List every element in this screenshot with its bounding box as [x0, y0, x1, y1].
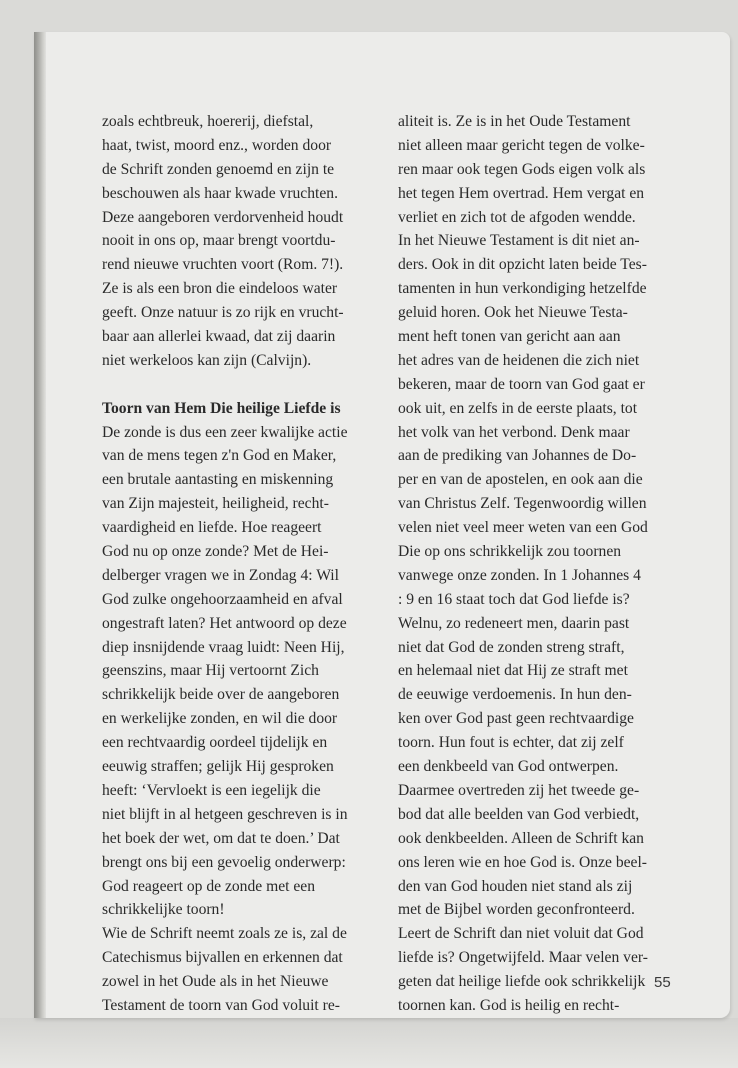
text-line: liefde is? Ongetwijfeld. Maar velen ver-: [398, 949, 648, 967]
text-line: haat, twist, moord enz., worden door: [102, 136, 332, 154]
text-line: schrikkelijk beide over de aangeboren: [102, 686, 340, 704]
text-line: niet alleen maar gericht tegen de volke-: [398, 136, 645, 154]
text-line: ders. Ook in dit opzicht laten beide Tes-: [398, 256, 647, 274]
text-line: en helemaal niet dat Hij ze straft met: [398, 662, 628, 680]
text-line: van Christus Zelf. Tegenwoordig willen: [398, 495, 647, 513]
left-text-column: [102, 110, 348, 1018]
right-text-column: [398, 110, 648, 1018]
text-line: geenszins, maar Hij vertoornt Zich: [102, 662, 319, 680]
text-line: ook uit, en zelfs in de eerste plaats, tot: [398, 399, 638, 417]
text-line: Daarmee overtreden zij het tweede ge-: [398, 781, 640, 799]
text-line: God nu op onze zonde? Met de Hei-: [102, 543, 329, 561]
text-line: schrikkelijke toorn!: [102, 901, 225, 919]
text-line: de eeuwige verdoemenis. In hun den-: [398, 686, 632, 704]
text-line: zowel in het Oude als in het Nieuwe: [102, 973, 329, 991]
text-line: God reageert op de zonde met een: [102, 877, 316, 895]
text-line: ons leren wie en hoe God is. Onze beel-: [398, 853, 647, 871]
text-line: vanwege onze zonden. In 1 Johannes 4: [398, 566, 641, 584]
text-line: rend nieuwe vruchten voort (Rom. 7!).: [102, 256, 344, 274]
text-line: Testament de toorn van God voluit re-: [102, 996, 340, 1014]
paragraph-continued: [398, 110, 648, 1018]
text-line: het tegen Hem overtrad. Hem vergat en: [398, 184, 645, 202]
text-line: : 9 en 16 staat toch dat God liefde is?: [398, 590, 630, 608]
text-line: bekeren, maar de toorn van God gaat er: [398, 375, 645, 393]
text-line: ongestraft laten? Het antwoord op deze: [102, 614, 347, 632]
text-line: heeft: ‘Vervloekt is een iegelijk die: [102, 781, 321, 799]
text-line: de Schrift zonden genoemd en zijn te: [102, 160, 335, 178]
text-line: In het Nieuwe Testament is dit niet an-: [398, 232, 640, 250]
text-line: diep insnijdende vraag luidt: Neen Hij,: [102, 638, 345, 656]
text-line: ook denkbeelden. Alleen de Schrift kan: [398, 829, 644, 847]
text-line: geten dat heilige liefde ook schrikkelijk: [398, 973, 646, 991]
paragraph-main: [102, 421, 348, 1018]
text-line: Leert de Schrift dan niet voluit dat God: [398, 925, 644, 943]
text-line: zoals echtbreuk, hoererij, diefstal,: [102, 113, 314, 130]
text-line: een denkbeeld van God ontwerpen.: [398, 758, 619, 776]
paragraph-gap: [102, 373, 348, 397]
text-line: Catechismus bijvallen en erkennen dat: [102, 949, 343, 967]
text-line: ment heft tonen van gericht aan aan: [398, 328, 621, 346]
page-number: 55: [654, 974, 671, 991]
text-line: Ze is als een bron die eindeloos water: [102, 280, 338, 298]
text-line: aan de prediking van Johannes de Do-: [398, 447, 637, 465]
text-line: per en van de apostelen, en ook aan die: [398, 471, 643, 489]
paragraph-intro: [102, 110, 348, 373]
text-line: van de mens tegen z'n God en Maker,: [102, 447, 337, 465]
text-line: nooit in ons op, maar brengt voortdu-: [102, 232, 336, 250]
text-line: tamenten in hun verkondiging hetzelfde: [398, 280, 647, 298]
text-line: aliteit is. Ze is in het Oude Testament: [398, 113, 631, 130]
text-line: het adres van de heidenen die zich niet: [398, 351, 640, 369]
text-line: delberger vragen we in Zondag 4: Wil: [102, 566, 339, 584]
text-line: geeft. Onze natuur is zo rijk en vrucht-: [102, 304, 344, 322]
text-line: Deze aangeboren verdorvenheid houdt: [102, 208, 344, 226]
text-line: toorn. Hun fout is echter, dat zij zelf: [398, 734, 624, 752]
text-line: den van God houden niet stand als zij: [398, 877, 633, 895]
text-line: toornen kan. God is heilig en recht-: [398, 996, 620, 1014]
text-line: niet blijft in al hetgeen geschreven is in: [102, 805, 348, 823]
text-line: beschouwen als haar kwade vruchten.: [102, 184, 338, 202]
text-line: vaardigheid en liefde. Hoe reageert: [102, 519, 322, 537]
text-line: God zulke ongehoorzaamheid en afval: [102, 590, 343, 608]
background-surface: [0, 1018, 738, 1068]
section-heading: Toorn van Hem Die heilige Liefde is: [102, 399, 341, 417]
text-line: baar aan allerlei kwaad, dat zij daarin: [102, 328, 336, 346]
text-line: met de Bijbel worden geconfronteerd.: [398, 901, 635, 919]
text-line: Die op ons schrikkelijk zou toornen: [398, 543, 622, 561]
text-line: bod dat alle beelden van God verbiedt,: [398, 805, 640, 823]
text-line: van Zijn majesteit, heiligheid, recht-: [102, 495, 329, 513]
text-line: verliet en zich tot de afgoden wendde.: [398, 208, 636, 226]
book-spine-shadow: [34, 32, 46, 1018]
text-line: Wie de Schrift neemt zoals ze is, zal de: [102, 925, 347, 943]
text-line: het boek der wet, om dat te doen.’ Dat: [102, 829, 340, 847]
text-line: ren maar ook tegen Gods eigen volk als: [398, 160, 646, 178]
text-line: en werkelijke zonden, en wil die door: [102, 710, 338, 728]
text-line: brengt ons bij een gevoelig onderwerp:: [102, 853, 346, 871]
text-line: Welnu, zo redeneert men, daarin past: [398, 614, 630, 632]
text-line: niet werkeloos kan zijn (Calvijn).: [102, 351, 312, 369]
text-line: eeuwig straffen; gelijk Hij gesproken: [102, 758, 334, 776]
text-line: het volk van het verbond. Denk maar: [398, 423, 630, 441]
text-line: geluid horen. Ook het Nieuwe Testa-: [398, 304, 628, 322]
text-line: ken over God past geen rechtvaardige: [398, 710, 634, 728]
text-line: niet dat God de zonden streng straft,: [398, 638, 625, 656]
text-line: De zonde is dus een zeer kwalijke actie: [102, 423, 348, 441]
text-line: een brutale aantasting en miskenning: [102, 471, 334, 489]
text-line: velen niet veel meer weten van een God: [398, 519, 648, 537]
text-line: een rechtvaardig oordeel tijdelijk en: [102, 734, 328, 752]
